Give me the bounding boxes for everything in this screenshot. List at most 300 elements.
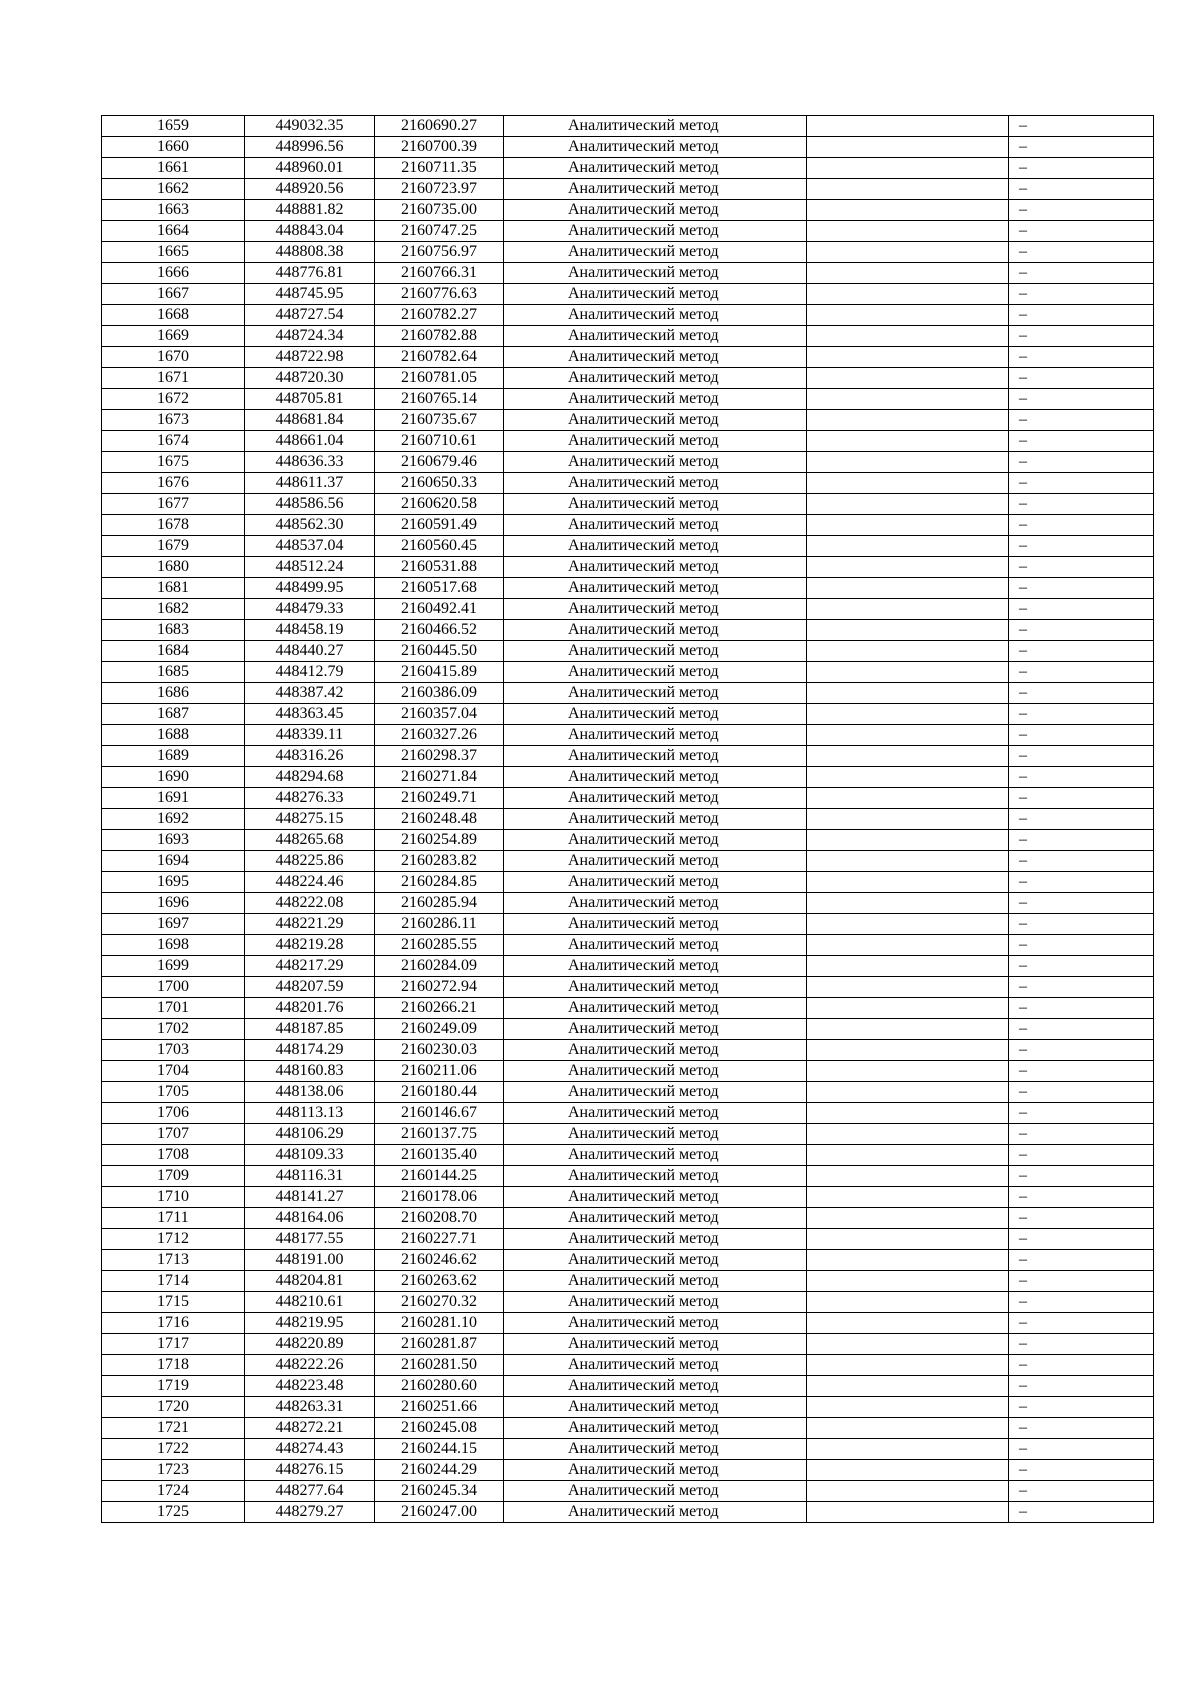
x-coordinate-cell: 448881.82 [245,200,375,221]
accuracy-cell [807,1292,1009,1313]
y-coordinate-cell: 2160244.15 [375,1439,504,1460]
table-row [102,1250,1154,1271]
description-cell: – [1009,767,1154,788]
x-coordinate-cell: 448106.29 [245,1124,375,1145]
x-coordinate-cell: 448412.79 [245,662,375,683]
accuracy-cell [807,1040,1009,1061]
description-cell: – [1009,1376,1154,1397]
table-row [102,788,1154,809]
method-cell: Аналитический метод [504,536,807,557]
y-coordinate-cell: 2160711.35 [375,158,504,179]
point-number-cell: 1701 [102,998,245,1019]
method-cell: Аналитический метод [504,1355,807,1376]
accuracy-cell [807,452,1009,473]
table-row [102,1061,1154,1082]
point-number-cell: 1700 [102,977,245,998]
description-cell: – [1009,1061,1154,1082]
description-cell: – [1009,1502,1154,1523]
table-row [102,116,1154,137]
method-cell: Аналитический метод [504,767,807,788]
accuracy-cell [807,851,1009,872]
method-cell: Аналитический метод [504,452,807,473]
y-coordinate-cell: 2160144.25 [375,1166,504,1187]
accuracy-cell [807,872,1009,893]
point-number-cell: 1681 [102,578,245,599]
accuracy-cell [807,641,1009,662]
description-cell: – [1009,536,1154,557]
description-cell: – [1009,914,1154,935]
point-number-cell: 1722 [102,1439,245,1460]
x-coordinate-cell: 448277.64 [245,1481,375,1502]
accuracy-cell [807,1439,1009,1460]
method-cell: Аналитический метод [504,1145,807,1166]
y-coordinate-cell: 2160756.97 [375,242,504,263]
accuracy-cell [807,263,1009,284]
y-coordinate-cell: 2160146.67 [375,1103,504,1124]
y-coordinate-cell: 2160679.46 [375,452,504,473]
x-coordinate-cell: 448745.95 [245,284,375,305]
point-number-cell: 1702 [102,1019,245,1040]
point-number-cell: 1683 [102,620,245,641]
accuracy-cell [807,914,1009,935]
method-cell: Аналитический метод [504,1061,807,1082]
y-coordinate-cell: 2160249.09 [375,1019,504,1040]
accuracy-cell [807,1271,1009,1292]
y-coordinate-cell: 2160249.71 [375,788,504,809]
y-coordinate-cell: 2160700.39 [375,137,504,158]
y-coordinate-cell: 2160776.63 [375,284,504,305]
method-cell: Аналитический метод [504,935,807,956]
x-coordinate-cell: 448224.46 [245,872,375,893]
point-number-cell: 1696 [102,893,245,914]
y-coordinate-cell: 2160178.06 [375,1187,504,1208]
table-row [102,326,1154,347]
y-coordinate-cell: 2160211.06 [375,1061,504,1082]
accuracy-cell [807,1061,1009,1082]
method-cell: Аналитический метод [504,347,807,368]
x-coordinate-cell: 448220.89 [245,1334,375,1355]
y-coordinate-cell: 2160298.37 [375,746,504,767]
method-cell: Аналитический метод [504,410,807,431]
accuracy-cell [807,515,1009,536]
x-coordinate-cell: 448681.84 [245,410,375,431]
point-number-cell: 1669 [102,326,245,347]
x-coordinate-cell: 448960.01 [245,158,375,179]
x-coordinate-cell: 448138.06 [245,1082,375,1103]
point-number-cell: 1723 [102,1460,245,1481]
coordinates-table [101,115,1154,1523]
table-row [102,1439,1154,1460]
table-row [102,1019,1154,1040]
description-cell: – [1009,1439,1154,1460]
accuracy-cell [807,179,1009,200]
description-cell: – [1009,809,1154,830]
x-coordinate-cell: 448223.48 [245,1376,375,1397]
table-row [102,515,1154,536]
y-coordinate-cell: 2160591.49 [375,515,504,536]
point-number-cell: 1708 [102,1145,245,1166]
table-row [102,851,1154,872]
method-cell: Аналитический метод [504,1166,807,1187]
method-cell: Аналитический метод [504,116,807,137]
description-cell: – [1009,1124,1154,1145]
description-cell: – [1009,1271,1154,1292]
table-row [102,914,1154,935]
description-cell: – [1009,599,1154,620]
point-number-cell: 1678 [102,515,245,536]
x-coordinate-cell: 448722.98 [245,347,375,368]
x-coordinate-cell: 448499.95 [245,578,375,599]
table-row [102,935,1154,956]
x-coordinate-cell: 448217.29 [245,956,375,977]
description-cell: – [1009,641,1154,662]
x-coordinate-cell: 448272.21 [245,1418,375,1439]
x-coordinate-cell: 448727.54 [245,305,375,326]
y-coordinate-cell: 2160247.00 [375,1502,504,1523]
x-coordinate-cell: 448339.11 [245,725,375,746]
method-cell: Аналитический метод [504,1019,807,1040]
method-cell: Аналитический метод [504,557,807,578]
description-cell: – [1009,368,1154,389]
description-cell: – [1009,242,1154,263]
description-cell: – [1009,1355,1154,1376]
y-coordinate-cell: 2160690.27 [375,116,504,137]
method-cell: Аналитический метод [504,1397,807,1418]
table-row [102,1355,1154,1376]
table-row [102,725,1154,746]
point-number-cell: 1691 [102,788,245,809]
method-cell: Аналитический метод [504,1502,807,1523]
point-number-cell: 1689 [102,746,245,767]
table-row [102,1040,1154,1061]
y-coordinate-cell: 2160271.84 [375,767,504,788]
x-coordinate-cell: 448363.45 [245,704,375,725]
point-number-cell: 1715 [102,1292,245,1313]
y-coordinate-cell: 2160723.97 [375,179,504,200]
table-row [102,242,1154,263]
y-coordinate-cell: 2160272.94 [375,977,504,998]
point-number-cell: 1664 [102,221,245,242]
method-cell: Аналитический метод [504,158,807,179]
table-row [102,452,1154,473]
accuracy-cell [807,242,1009,263]
method-cell: Аналитический метод [504,1313,807,1334]
accuracy-cell [807,1103,1009,1124]
y-coordinate-cell: 2160251.66 [375,1397,504,1418]
x-coordinate-cell: 448705.81 [245,389,375,410]
description-cell: – [1009,683,1154,704]
table-row [102,1460,1154,1481]
point-number-cell: 1688 [102,725,245,746]
accuracy-cell [807,1334,1009,1355]
y-coordinate-cell: 2160560.45 [375,536,504,557]
y-coordinate-cell: 2160466.52 [375,620,504,641]
table-row [102,200,1154,221]
accuracy-cell [807,662,1009,683]
method-cell: Аналитический метод [504,620,807,641]
accuracy-cell [807,956,1009,977]
accuracy-cell [807,1124,1009,1145]
y-coordinate-cell: 2160284.85 [375,872,504,893]
point-number-cell: 1661 [102,158,245,179]
method-cell: Аналитический метод [504,1481,807,1502]
accuracy-cell [807,1019,1009,1040]
accuracy-cell [807,1502,1009,1523]
description-cell: – [1009,1418,1154,1439]
description-cell: – [1009,284,1154,305]
coordinates-table-body [102,116,1154,1523]
description-cell: – [1009,452,1154,473]
accuracy-cell [807,1355,1009,1376]
y-coordinate-cell: 2160782.88 [375,326,504,347]
point-number-cell: 1684 [102,641,245,662]
y-coordinate-cell: 2160765.14 [375,389,504,410]
method-cell: Аналитический метод [504,704,807,725]
y-coordinate-cell: 2160782.27 [375,305,504,326]
accuracy-cell [807,431,1009,452]
table-row [102,1103,1154,1124]
table-row [102,1292,1154,1313]
method-cell: Аналитический метод [504,1187,807,1208]
y-coordinate-cell: 2160245.34 [375,1481,504,1502]
x-coordinate-cell: 448191.00 [245,1250,375,1271]
method-cell: Аналитический метод [504,914,807,935]
method-cell: Аналитический метод [504,830,807,851]
accuracy-cell [807,389,1009,410]
x-coordinate-cell: 448187.85 [245,1019,375,1040]
point-number-cell: 1671 [102,368,245,389]
x-coordinate-cell: 448843.04 [245,221,375,242]
point-number-cell: 1665 [102,242,245,263]
y-coordinate-cell: 2160285.55 [375,935,504,956]
point-number-cell: 1666 [102,263,245,284]
point-number-cell: 1692 [102,809,245,830]
point-number-cell: 1695 [102,872,245,893]
table-row [102,305,1154,326]
x-coordinate-cell: 448201.76 [245,998,375,1019]
description-cell: – [1009,347,1154,368]
y-coordinate-cell: 2160735.67 [375,410,504,431]
x-coordinate-cell: 448221.29 [245,914,375,935]
y-coordinate-cell: 2160135.40 [375,1145,504,1166]
x-coordinate-cell: 448141.27 [245,1187,375,1208]
point-number-cell: 1690 [102,767,245,788]
point-number-cell: 1674 [102,431,245,452]
point-number-cell: 1698 [102,935,245,956]
y-coordinate-cell: 2160208.70 [375,1208,504,1229]
accuracy-cell [807,536,1009,557]
description-cell: – [1009,1187,1154,1208]
table-row [102,473,1154,494]
table-row [102,1124,1154,1145]
point-number-cell: 1709 [102,1166,245,1187]
y-coordinate-cell: 2160781.05 [375,368,504,389]
method-cell: Аналитический метод [504,1208,807,1229]
y-coordinate-cell: 2160492.41 [375,599,504,620]
table-row [102,368,1154,389]
accuracy-cell [807,1397,1009,1418]
table-row [102,620,1154,641]
y-coordinate-cell: 2160280.60 [375,1376,504,1397]
y-coordinate-cell: 2160285.94 [375,893,504,914]
method-cell: Аналитический метод [504,473,807,494]
accuracy-cell [807,305,1009,326]
y-coordinate-cell: 2160254.89 [375,830,504,851]
x-coordinate-cell: 448207.59 [245,977,375,998]
point-number-cell: 1686 [102,683,245,704]
description-cell: – [1009,893,1154,914]
point-number-cell: 1707 [102,1124,245,1145]
y-coordinate-cell: 2160650.33 [375,473,504,494]
description-cell: – [1009,116,1154,137]
x-coordinate-cell: 448479.33 [245,599,375,620]
description-cell: – [1009,977,1154,998]
method-cell: Аналитический метод [504,1376,807,1397]
y-coordinate-cell: 2160270.32 [375,1292,504,1313]
point-number-cell: 1682 [102,599,245,620]
description-cell: – [1009,872,1154,893]
x-coordinate-cell: 448222.08 [245,893,375,914]
y-coordinate-cell: 2160286.11 [375,914,504,935]
description-cell: – [1009,179,1154,200]
description-cell: – [1009,1019,1154,1040]
accuracy-cell [807,326,1009,347]
accuracy-cell [807,683,1009,704]
description-cell: – [1009,851,1154,872]
table-row [102,578,1154,599]
y-coordinate-cell: 2160283.82 [375,851,504,872]
method-cell: Аналитический метод [504,1418,807,1439]
description-cell: – [1009,725,1154,746]
method-cell: Аналитический метод [504,599,807,620]
table-row [102,263,1154,284]
accuracy-cell [807,1187,1009,1208]
x-coordinate-cell: 448210.61 [245,1292,375,1313]
table-row [102,1502,1154,1523]
description-cell: – [1009,1292,1154,1313]
description-cell: – [1009,830,1154,851]
method-cell: Аналитический метод [504,1040,807,1061]
table-row [102,1397,1154,1418]
method-cell: Аналитический метод [504,368,807,389]
x-coordinate-cell: 448808.38 [245,242,375,263]
method-cell: Аналитический метод [504,389,807,410]
method-cell: Аналитический метод [504,1082,807,1103]
table-row [102,809,1154,830]
table-row [102,956,1154,977]
point-number-cell: 1677 [102,494,245,515]
point-number-cell: 1670 [102,347,245,368]
y-coordinate-cell: 2160531.88 [375,557,504,578]
point-number-cell: 1694 [102,851,245,872]
table-row [102,1208,1154,1229]
x-coordinate-cell: 448222.26 [245,1355,375,1376]
method-cell: Аналитический метод [504,1460,807,1481]
method-cell: Аналитический метод [504,641,807,662]
y-coordinate-cell: 2160245.08 [375,1418,504,1439]
table-row [102,410,1154,431]
x-coordinate-cell: 448512.24 [245,557,375,578]
accuracy-cell [807,473,1009,494]
y-coordinate-cell: 2160415.89 [375,662,504,683]
accuracy-cell [807,158,1009,179]
table-row [102,1376,1154,1397]
y-coordinate-cell: 2160284.09 [375,956,504,977]
table-row [102,872,1154,893]
x-coordinate-cell: 448724.34 [245,326,375,347]
description-cell: – [1009,1103,1154,1124]
table-row [102,767,1154,788]
accuracy-cell [807,998,1009,1019]
y-coordinate-cell: 2160281.10 [375,1313,504,1334]
table-row [102,704,1154,725]
accuracy-cell [807,221,1009,242]
description-cell: – [1009,1397,1154,1418]
method-cell: Аналитический метод [504,305,807,326]
description-cell: – [1009,935,1154,956]
x-coordinate-cell: 448204.81 [245,1271,375,1292]
point-number-cell: 1719 [102,1376,245,1397]
table-row [102,557,1154,578]
method-cell: Аналитический метод [504,284,807,305]
method-cell: Аналитический метод [504,893,807,914]
x-coordinate-cell: 448661.04 [245,431,375,452]
table-row [102,641,1154,662]
accuracy-cell [807,1460,1009,1481]
y-coordinate-cell: 2160735.00 [375,200,504,221]
method-cell: Аналитический метод [504,788,807,809]
x-coordinate-cell: 448316.26 [245,746,375,767]
description-cell: – [1009,137,1154,158]
table-row [102,158,1154,179]
accuracy-cell [807,830,1009,851]
y-coordinate-cell: 2160782.64 [375,347,504,368]
accuracy-cell [807,1166,1009,1187]
accuracy-cell [807,284,1009,305]
y-coordinate-cell: 2160180.44 [375,1082,504,1103]
description-cell: – [1009,1145,1154,1166]
description-cell: – [1009,263,1154,284]
table-row [102,179,1154,200]
x-coordinate-cell: 448636.33 [245,452,375,473]
method-cell: Аналитический метод [504,221,807,242]
y-coordinate-cell: 2160327.26 [375,725,504,746]
point-number-cell: 1668 [102,305,245,326]
point-number-cell: 1676 [102,473,245,494]
x-coordinate-cell: 448164.06 [245,1208,375,1229]
y-coordinate-cell: 2160281.87 [375,1334,504,1355]
x-coordinate-cell: 448109.33 [245,1145,375,1166]
accuracy-cell [807,725,1009,746]
accuracy-cell [807,1376,1009,1397]
method-cell: Аналитический метод [504,326,807,347]
y-coordinate-cell: 2160137.75 [375,1124,504,1145]
accuracy-cell [807,1418,1009,1439]
accuracy-cell [807,368,1009,389]
method-cell: Аналитический метод [504,1229,807,1250]
table-row [102,1229,1154,1250]
point-number-cell: 1712 [102,1229,245,1250]
method-cell: Аналитический метод [504,515,807,536]
description-cell: – [1009,956,1154,977]
method-cell: Аналитический метод [504,1250,807,1271]
description-cell: – [1009,473,1154,494]
table-row [102,137,1154,158]
description-cell: – [1009,1334,1154,1355]
y-coordinate-cell: 2160227.71 [375,1229,504,1250]
y-coordinate-cell: 2160710.61 [375,431,504,452]
description-cell: – [1009,557,1154,578]
